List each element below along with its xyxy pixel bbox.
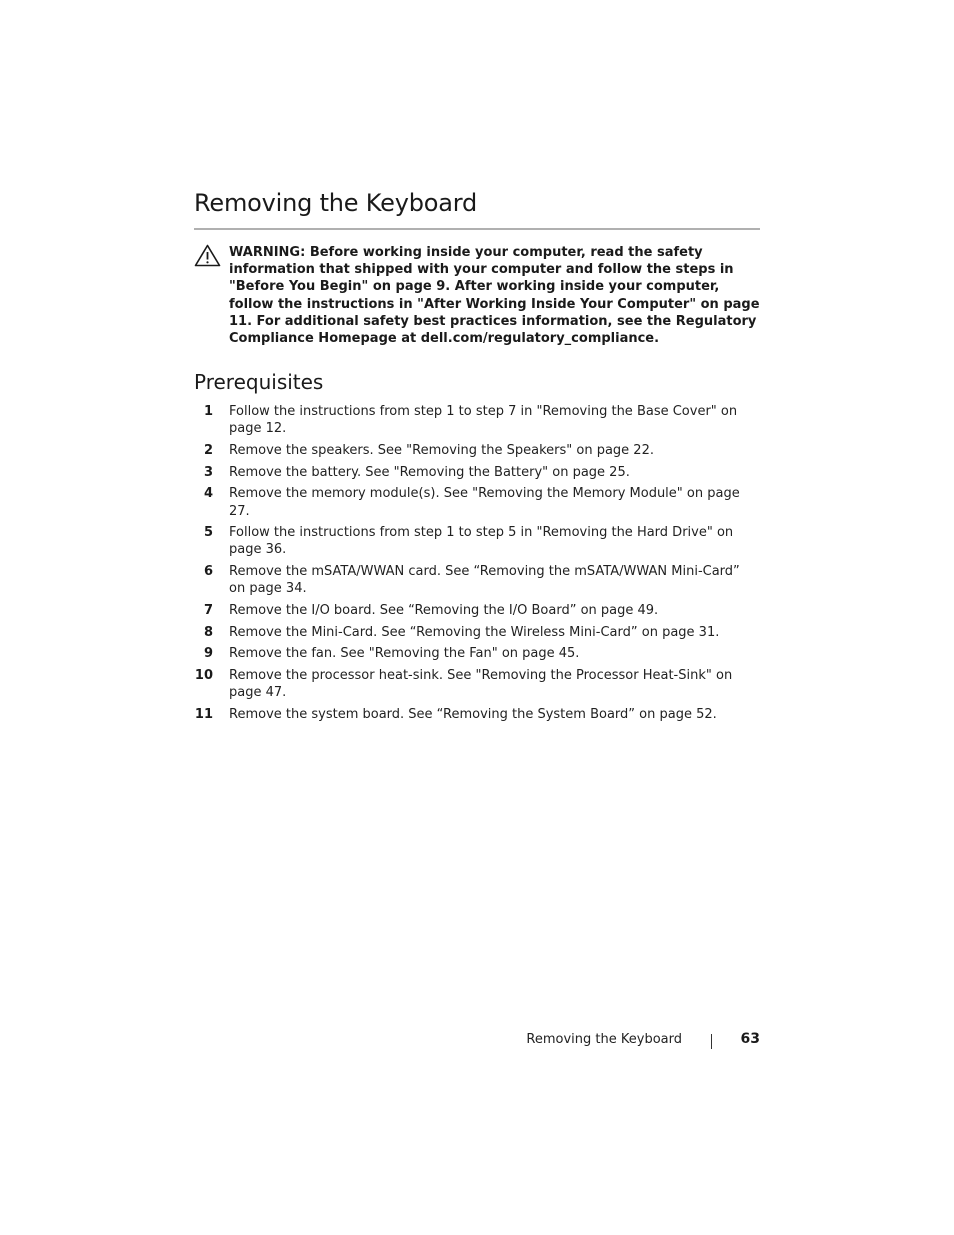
step-text: Remove the system board. See “Removing the System Board” on page 52. — [229, 707, 717, 723]
page-title: Removing the Keyboard — [194, 189, 478, 217]
step-number: 8 — [203, 624, 213, 640]
list-item — [194, 624, 760, 641]
prerequisites-heading: Prerequisites — [194, 370, 324, 394]
step-number: 5 — [203, 525, 213, 541]
step-number: 6 — [203, 564, 213, 580]
step-text: Remove the I/O board. See “Removing the I/O Board” on page 49. — [229, 603, 659, 619]
list-item — [194, 563, 760, 597]
step-text: Remove the battery. See "Removing the Battery" on page 25. — [229, 464, 630, 480]
list-item — [194, 645, 760, 662]
step-number: 10 — [194, 668, 213, 684]
step-number: 7 — [203, 603, 213, 619]
step-number: 9 — [203, 646, 213, 662]
page-number: 63 — [740, 1031, 760, 1047]
warning-triangle-icon — [194, 244, 221, 267]
step-number: 11 — [194, 707, 213, 723]
step-number: 3 — [203, 464, 213, 480]
title-divider — [194, 228, 760, 230]
list-item — [194, 667, 760, 701]
step-text: Remove the mSATA/WWAN card. See “Removing the mSATA/WWAN Mini-Card” on page 34. — [229, 564, 740, 597]
footer-chapter-label: Removing the Keyboard — [526, 1032, 682, 1047]
step-text: Follow the instructions from step 1 to step 7 in "Removing the Base Cover" on page 12. — [229, 404, 738, 437]
warning-text: WARNING: Before working inside your computer, read the safety information that shipped with your computer and follow the steps in "Before You Begin" on page 9. After working inside your computer, follow the instructions in "After Working Inside Your Computer" on page 11. For additional safety best practices information, see the Regulatory Compliance Homepage at dell.com/regulatory_compliance. — [229, 245, 760, 347]
step-text: Remove the memory module(s). See "Removing the Memory Module" on page 27. — [229, 486, 740, 519]
list-item — [194, 524, 760, 558]
list-item — [194, 464, 760, 481]
step-text: Remove the processor heat-sink. See "Removing the Processor Heat-Sink" on page 47. — [229, 668, 733, 701]
step-text: Remove the fan. See "Removing the Fan" on page 45. — [229, 646, 580, 662]
step-text: Remove the speakers. See "Removing the Speakers" on page 22. — [229, 442, 654, 458]
list-item — [194, 602, 760, 619]
list-item — [194, 403, 760, 437]
step-number: 4 — [203, 486, 213, 502]
step-number: 1 — [203, 404, 213, 419]
list-item — [194, 485, 760, 519]
footer-divider — [711, 1034, 712, 1049]
list-item — [194, 706, 760, 723]
step-text: Follow the instructions from step 1 to step 5 in "Removing the Hard Drive" on page 36. — [229, 525, 734, 558]
list-item — [194, 442, 760, 459]
step-number: 2 — [203, 442, 213, 458]
prerequisites-list — [194, 403, 760, 728]
step-text: Remove the Mini-Card. See “Removing the Wireless Mini-Card” on page 31. — [229, 624, 720, 640]
